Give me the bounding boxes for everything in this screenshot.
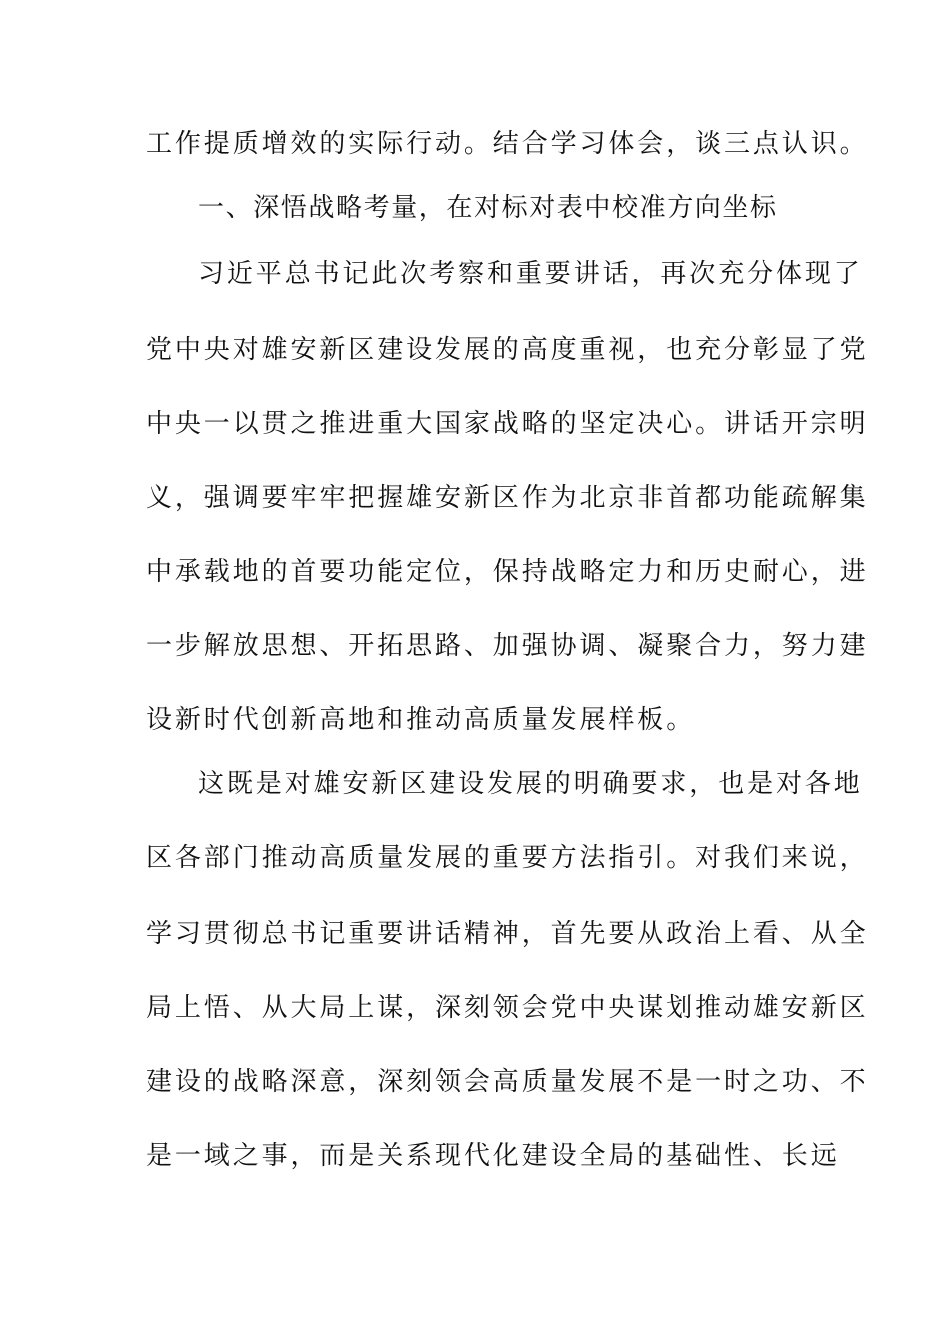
text-line-14: 建设的战略深意，深刻领会高质量发展不是一时之功、不	[146, 1067, 869, 1097]
text-line-1: 工作提质增效的实际行动。结合学习体会，谈三点认识。	[146, 129, 869, 159]
text-line-7: 中承载地的首要功能定位，保持战略定力和历史耐心，进	[146, 557, 869, 587]
text-line-4: 党中央对雄安新区建设发展的高度重视，也充分彰显了党	[146, 335, 869, 365]
text-line-3: 习近平总书记此次考察和重要讲话，再次充分体现了	[198, 259, 863, 289]
text-line-8: 一步解放思想、开拓思路、加强协调、凝聚合力，努力建	[146, 631, 869, 661]
text-line-5: 中央一以贯之推进重大国家战略的坚定决心。讲话开宗明	[146, 409, 869, 439]
text-line-13: 局上悟、从大局上谋，深刻领会党中央谋划推动雄安新区	[146, 993, 869, 1023]
text-line-10: 这既是对雄安新区建设发展的明确要求，也是对各地	[198, 769, 863, 799]
text-line-9: 设新时代创新高地和推动高质量发展样板。	[146, 705, 696, 735]
section-heading: 一、深悟战略考量，在对标对表中校准方向坐标	[198, 193, 778, 223]
text-line-6: 义，强调要牢牢把握雄安新区作为北京非首都功能疏解集	[146, 483, 869, 513]
text-line-15: 是一域之事，而是关系现代化建设全局的基础性、长远	[146, 1141, 840, 1171]
text-line-12: 学习贯彻总书记重要讲话精神，首先要从政治上看、从全	[146, 919, 869, 949]
text-line-11: 区各部门推动高质量发展的重要方法指引。对我们来说，	[146, 843, 869, 873]
